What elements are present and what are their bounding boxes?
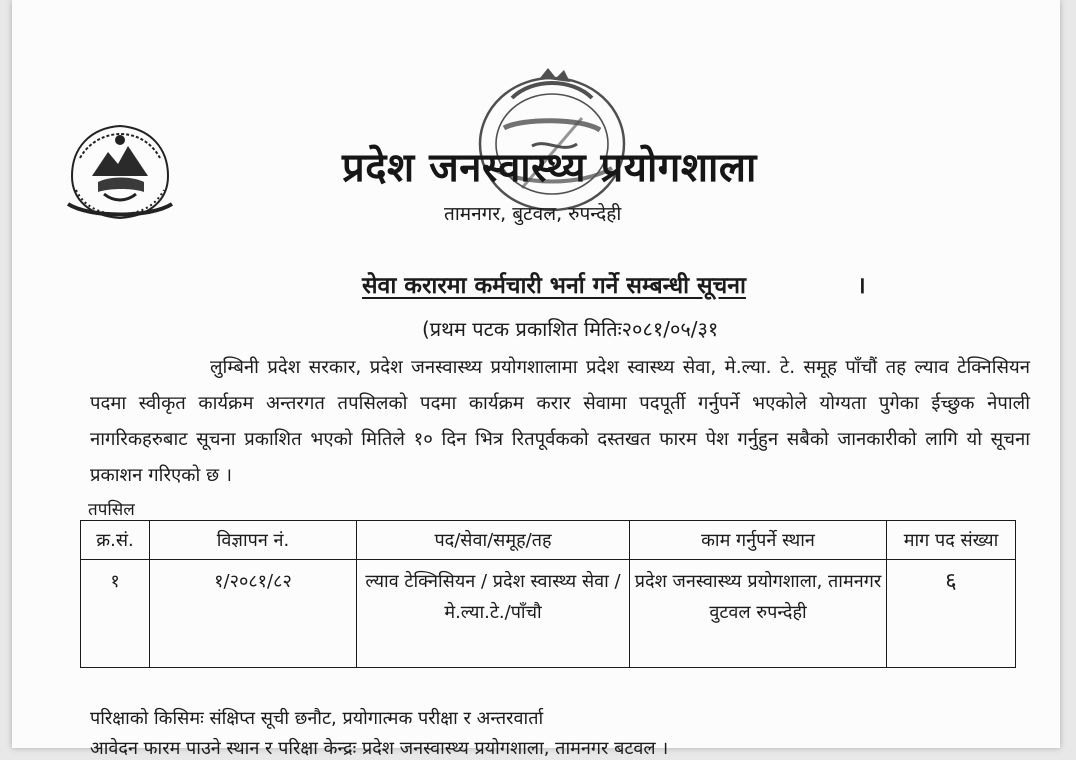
published-date: (प्रथम पटक प्रकाशित मितिः२०८१/०५/३१ — [422, 317, 719, 341]
document-page — [12, 0, 1060, 759]
notice-body: लुम्बिनी प्रदेश सरकार, प्रदेश जनस्वास्थ्य प्रयोगशालामा प्रदेश स्वास्थ्य सेवा, मे.ल्या. टे. समूह पाँचौं तह ल्याव टेक्निसियन पदमा स्वीकृत कार्यक्रम अन्तरगत तपसिलको पदमा कार्यक्रम करार सेवामा पदपूर्ती गर्नुपर्ने भएकोले योग्यता पुगेका ईच्छुक नेपाली नागरिकहरुबाट सूचना प्रकाशित भएको मितिले १० दिन भित्र रितपूर्वकको दस्तखत फारम पेश गर्नुहुन सबैको जानकारीको लागि यो सूचना प्रकाशन गरिएको छ । — [90, 357, 1030, 486]
table-header-row — [81, 521, 1016, 560]
cell-advertisement-no: १/२०८१/८२ — [150, 560, 357, 668]
col-header-location: काम गर्नुपर्ने स्थान — [630, 521, 887, 560]
cell-location: प्रदेश जनस्वास्थ्य प्रयोगशाला, तामनगर वुटवल रुपन्देही — [630, 560, 887, 668]
office-address: तामनगर, बुटवल, रुपन्देही — [444, 203, 622, 225]
col-header-post: पद/सेवा/समूह/तह — [357, 521, 630, 560]
application-place-line: आवेदन फारम पाउने स्थान र परिक्षा केन्द्रः प्रदेश जनस्वास्थ्य प्रयोगशाला, तामनगर बटवल । — [90, 738, 669, 759]
cell-sn: १ — [81, 560, 150, 668]
cell-post: ल्याव टेक्निसियन / प्रदेश स्वास्थ्य सेवा /मे.ल्या.टे./पाँचौ — [357, 560, 630, 668]
notice-title: सेवा करारमा कर्मचारी भर्ना गर्ने सम्बन्धी सूचना — [362, 273, 746, 299]
office-name-heading: प्रदेश जनस्वास्थ्य प्रयोगशाला — [342, 145, 757, 191]
vacancy-table — [80, 520, 1016, 668]
col-header-sn: क्र.सं. — [81, 521, 150, 560]
cell-count: ६ — [887, 560, 1016, 668]
col-header-advertisement-no: विज्ञापन नं. — [150, 521, 357, 560]
notice-title-end-mark: । — [857, 273, 866, 299]
table-row — [81, 560, 1016, 668]
nepal-emblem-logo — [60, 118, 180, 226]
col-header-count: माग पद संख्या — [887, 521, 1016, 560]
exam-type-line: परिक्षाको किसिमः संक्षिप्त सूची छनौट, प्रयोगात्मक परीक्षा र अन्तरवार्ता — [90, 708, 544, 729]
table-caption: तपसिल — [88, 500, 135, 520]
